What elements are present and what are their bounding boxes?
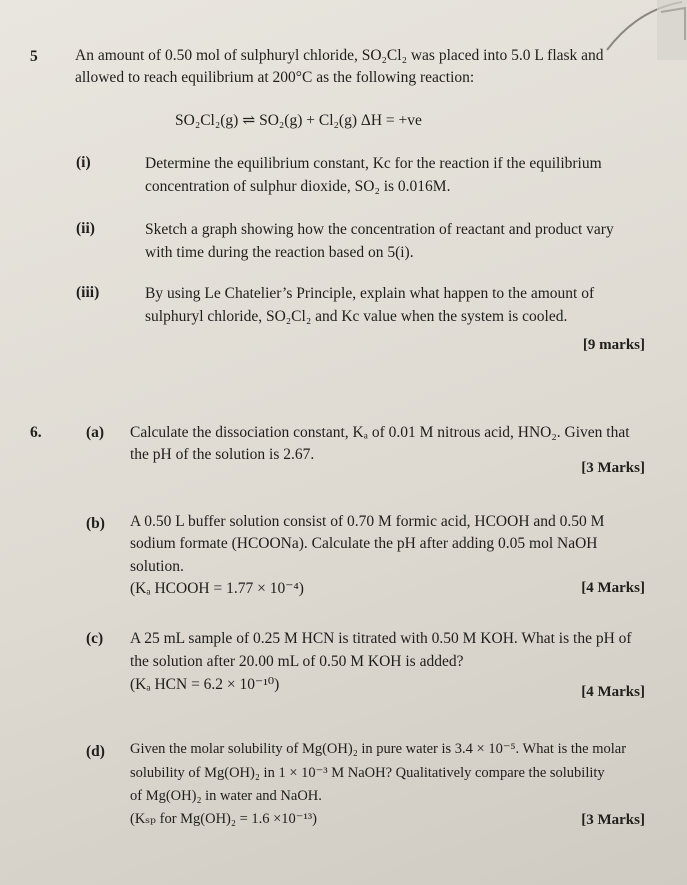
q6-part-b-label: (b) bbox=[86, 515, 105, 532]
q5-part-ii-line-2: with time during the reaction based on 5(i). bbox=[145, 244, 414, 261]
q6-part-b-ka: (Kₐ HCOOH = 1.77 × 10⁻⁴) bbox=[130, 580, 304, 597]
q6-part-c-line-1: A 25 mL sample of 0.25 M HCN is titrated with 0.50 M KOH. What is the pH of bbox=[130, 630, 632, 647]
q5-marks: [9 marks] bbox=[582, 337, 645, 353]
q5-part-iii-line-1: By using Le Chatelier’s Principle, explain what happen to the amount of bbox=[145, 285, 595, 302]
q5-chemical-equation: SO₂Cl₂(g) ⇌ SO₂(g) + Cl₂(g) ΔH = +ve bbox=[175, 112, 422, 129]
q5-part-i-line-2: concentration of sulphur dioxide, SO₂ is 0.016M. bbox=[145, 178, 451, 195]
q5-part-ii-line-1: Sketch a graph showing how the concentration of reactant and product vary bbox=[145, 221, 614, 238]
q6-part-d-marks: [3 Marks] bbox=[581, 812, 645, 828]
q6-part-b-line-2: sodium formate (HCOONa). Calculate the pH after adding 0.05 mol NaOH bbox=[130, 535, 598, 552]
q6-part-a-marks: [3 Marks] bbox=[581, 460, 645, 476]
q5-intro-line-2: allowed to reach equilibrium at 200°C as the following reaction: bbox=[75, 69, 475, 86]
q6-part-d-label: (d) bbox=[86, 743, 105, 760]
q6-part-a-line-1: Calculate the dissociation constant, Kₐ of 0.01 M nitrous acid, HNO₂. Given that bbox=[130, 424, 630, 441]
q6-part-a-label: (a) bbox=[86, 424, 105, 441]
q6-part-d-line-1: Given the molar solubility of Mg(OH)₂ in pure water is 3.4 × 10⁻⁵. What is the molar bbox=[130, 741, 627, 757]
q6-part-d-ksp: (Kₛₚ for Mg(OH)₂ = 1.6 ×10⁻¹³) bbox=[130, 811, 317, 827]
q6-part-d-line-3: of Mg(OH)₂ in water and NaOH. bbox=[130, 788, 322, 804]
binder-clip-icon bbox=[597, 0, 687, 60]
question-6-number: 6. bbox=[30, 424, 42, 441]
q5-part-i-label: (i) bbox=[76, 154, 91, 171]
q5-part-iii-line-2: sulphuryl chloride, SO₂Cl₂ and Kc value when the system is cooled. bbox=[145, 308, 568, 325]
q6-part-c-ka: (Kₐ HCN = 6.2 × 10⁻¹⁰) bbox=[130, 676, 280, 693]
question-5-number: 5 bbox=[30, 48, 38, 65]
q5-intro-line-1: An amount of 0.50 mol of sulphuryl chloride, SO₂Cl₂ was placed into 5.0 L flask and bbox=[75, 47, 604, 64]
q6-part-a-line-2: the pH of the solution is 2.67. bbox=[130, 446, 315, 463]
q5-part-ii-label: (ii) bbox=[76, 220, 95, 237]
q6-part-c-marks: [4 Marks] bbox=[581, 684, 645, 700]
q6-part-b-line-3: solution. bbox=[130, 558, 184, 575]
q5-part-iii-label: (iii) bbox=[76, 284, 100, 301]
q6-part-c-line-2: the solution after 20.00 mL of 0.50 M KOH is added? bbox=[130, 653, 464, 670]
q5-part-i-line-1: Determine the equilibrium constant, Kc for the reaction if the equilibrium bbox=[145, 155, 602, 172]
q6-part-d-line-2: solubility of Mg(OH)₂ in 1 × 10⁻³ M NaOH? Qualitatively compare the solubility bbox=[130, 765, 605, 781]
q6-part-b-line-1: A 0.50 L buffer solution consist of 0.70 M formic acid, HCOOH and 0.50 M bbox=[130, 513, 605, 530]
q6-part-c-label: (c) bbox=[86, 630, 104, 647]
q6-part-b-marks: [4 Marks] bbox=[581, 580, 645, 596]
